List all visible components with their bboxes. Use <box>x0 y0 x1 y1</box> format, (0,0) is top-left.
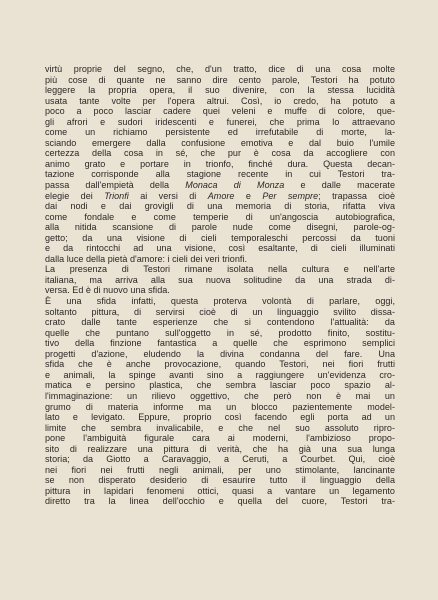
text-segment: ai versi di <box>128 190 208 201</box>
italic-title: Amore <box>207 190 235 201</box>
text-line: alla nitida scansione di parole nude come disegni, parole-og- <box>45 222 395 233</box>
text-line: sfida che è anche provocazione, quando Testori, nei fiori frutti <box>45 359 395 370</box>
text-line: tazione corrisponde alla stagione recente in cui Testori tra- <box>45 169 395 180</box>
text-line: matica e persino plastica, che sembra lasciar poco spazio al- <box>45 380 395 391</box>
text-line: gli afrori e sudori iridescenti e funerei, che prima lo attraevano <box>45 116 395 127</box>
text-line: virtù proprie del segno, che, d'un tratto, dice di una cosa molte <box>45 64 395 74</box>
text-line: pone l'ambiguità figurale cara ai moderni, l'ambizioso propo- <box>45 433 395 444</box>
text-line: certezza della cosa in sé, che pur è cosa da accogliere con <box>45 148 395 159</box>
text-line: più cose di quante ne sanno dire cento parole, Testori ha potuto <box>45 74 395 85</box>
text-line: tivo della finzione fantastica a quelle che esprimono semplici <box>45 338 395 349</box>
text-line: e da rintocchi ad una visione, così esaltante, di cieli illuminati <box>45 243 395 254</box>
text-line: soltanto pittura, di servirsi cioè di un linguaggio svilito dissa- <box>45 306 395 317</box>
text-line: come un richiamo persistente ed irrefutabile di morte, la- <box>45 127 395 138</box>
text-line: storia; da Giotto a Caravaggio, a Ceruti, a Courbet. Qui, cioè <box>45 454 395 465</box>
text-line: se non disperato desiderio di esaurire tutto il linguaggio della <box>45 475 395 486</box>
text-line: animo grato e portare in trionfo, finché dura. Questa decan- <box>45 158 395 169</box>
text-line: dalla luce della pietà d'amore: i cieli dei veri trionfi. <box>45 253 247 264</box>
text-line: leggere la propria opera, il suo divenire, con la stessa lucidità <box>45 85 395 96</box>
text-line <box>45 191 395 202</box>
text-line: crato dalle tante esperienze che si contendono l'attualità: da <box>45 317 395 328</box>
text-segment: e dalle macerate <box>284 180 395 191</box>
italic-title: Per sempre <box>262 190 319 201</box>
text-segment: e <box>234 190 263 201</box>
body-text <box>45 64 395 507</box>
text-line: È una sfida infatti, questa proterva volontà di parlare, oggi, <box>45 296 395 307</box>
text-line: quelle che puntano sull'oggetto in sé, prodotto finito, sostitu- <box>45 327 395 338</box>
text-line: l'immaginazione: un rilievo oggettivo, che però non è mai un <box>45 390 395 401</box>
text-line: versa. Ed è di nuovo una sfida. <box>45 285 170 296</box>
text-line: lato e levigato. Eppure, proprio così facendo egli porta ad un <box>45 412 395 423</box>
text-line: dai nodi e dai grovigli di una memoria di storia, rifatta viva <box>45 201 395 212</box>
text-line: grumo di materia informe ma un blocco pazientemente model- <box>45 401 395 412</box>
text-segment: ; trapassa cioè <box>318 190 395 201</box>
italic-title: Monaca di Monza <box>185 180 285 191</box>
text-line: limite che sembra invalicabile, e che nel suo assoluto ripro- <box>45 422 395 433</box>
text-line: La presenza di Testori rimane isolata nella cultura e nell'arte <box>45 264 395 275</box>
text-line: getto; da una visione di cieli temporaleschi percossi da tuoni <box>45 232 395 243</box>
text-line: usata tante volte per l'opera altrui. Così, io credo, ha potuto a <box>45 95 395 106</box>
text-line <box>45 180 395 191</box>
text-line: pittura in lapidari fenomeni ottici, quasi a vantare un legamento <box>45 485 395 496</box>
text-line: progetti d'azione, eludendo la divina condanna del fare. Una <box>45 348 395 359</box>
text-line: come fondale e come temperie di un'angoscia autobiografica, <box>45 211 395 222</box>
text-line: e animali, la spinge avanti sino a raggiungere un'evidenza cro- <box>45 369 395 380</box>
text-line: italiana, ma arriva alla sua nuova solitudine da una strada di- <box>45 274 395 285</box>
italic-title: Trionfi <box>104 190 129 201</box>
text-line: poco a poco lasciar cadere quei veleni e muffe di colore, que- <box>45 106 395 117</box>
text-segment: elegie dei <box>45 190 105 201</box>
text-line: sciando emergere dalla confusione emotiva e dal buio l'umile <box>45 137 395 148</box>
text-line: nei fiori nei frutti negli animali, per uno stimolante, lancinante <box>45 464 395 475</box>
text-line: sito di realizzare una pittura di verità, che ha già una sua lunga <box>45 443 395 454</box>
text-segment: passa dall'empietà della <box>45 180 186 191</box>
text-line: diretto tra la linea dell'occhio e quella del cuore, Testori tra- <box>45 496 395 507</box>
